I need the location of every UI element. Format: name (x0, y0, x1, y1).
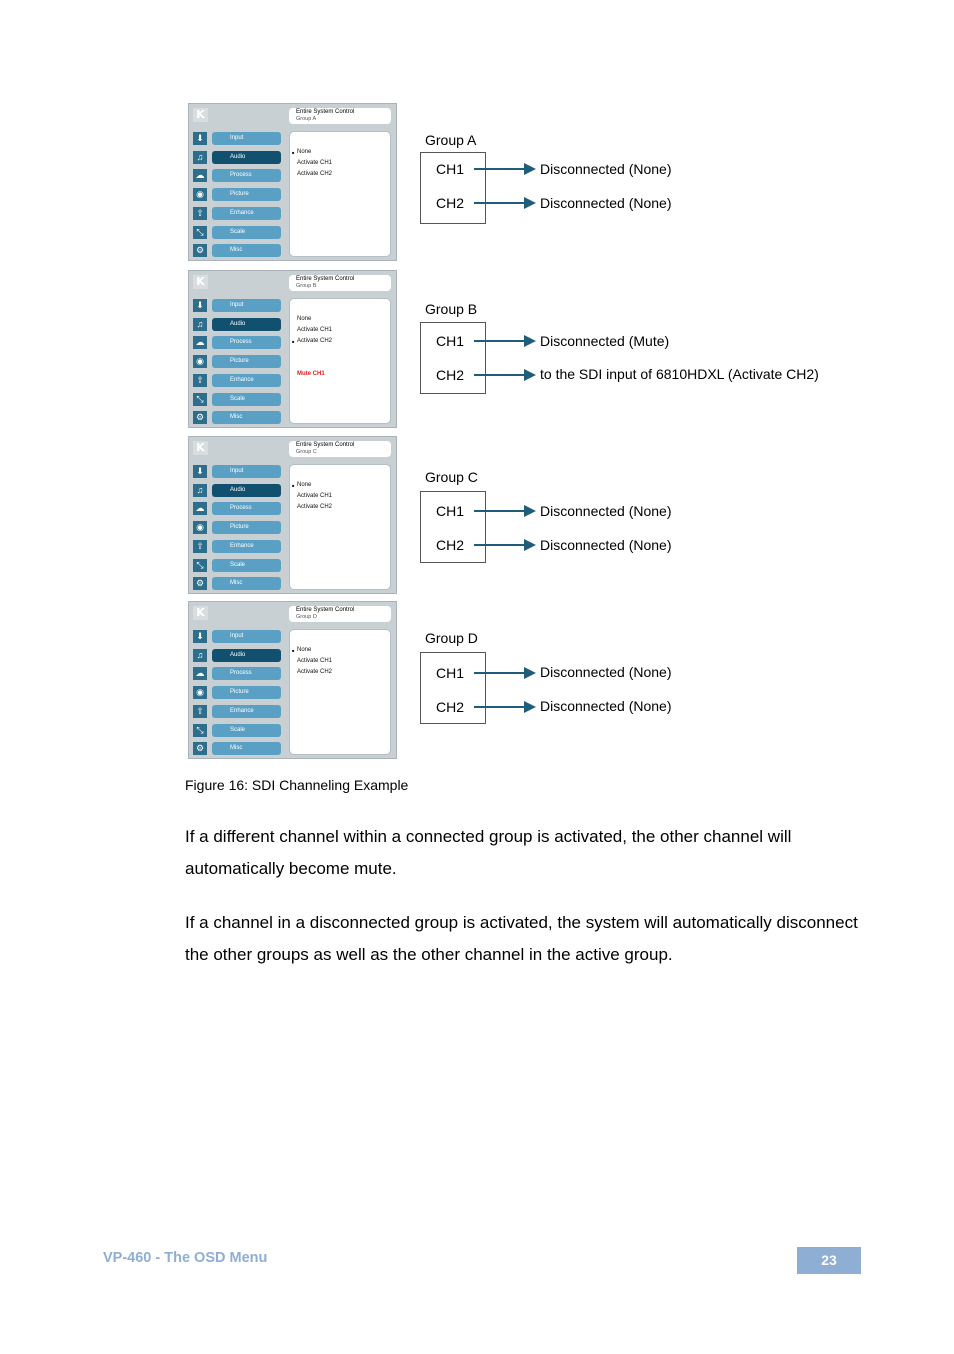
option-activate-ch1[interactable]: Activate CH1 (297, 493, 333, 499)
enhance-icon: ⇧ (193, 705, 207, 718)
option-none[interactable]: None (297, 316, 312, 322)
audio-icon: ♫ (193, 151, 207, 164)
option-none[interactable]: ■ None (297, 482, 311, 489)
picture-icon: ◉ (193, 188, 207, 201)
menu-item-scale[interactable]: ⤡ Scale (193, 393, 282, 406)
group-a-ch1-arrow (474, 168, 524, 170)
misc-icon: ⚙ (193, 742, 207, 755)
group-b-ch2-result: to the SDI input of 6810HDXL (Activate CH2) (540, 366, 819, 382)
input-icon: ⬇ (193, 630, 207, 643)
group-c-title: Group C (425, 469, 478, 485)
group-b-ch1-arrow (474, 340, 524, 342)
menu-item-process[interactable]: ☁ Process (193, 336, 282, 349)
menu-item-picture[interactable]: ◉ Picture (193, 355, 282, 368)
enhance-icon: ⇧ (193, 540, 207, 553)
osd-header (289, 275, 391, 291)
menu-item-enhance[interactable]: ⇧ Enhance (193, 374, 282, 387)
process-icon: ☁ (193, 667, 207, 680)
menu-item-audio[interactable]: ♫ Audio (193, 484, 282, 497)
scale-icon: ⤡ (193, 393, 207, 406)
group-a-title: Group A (425, 132, 477, 148)
menu-item-scale[interactable]: ⤡ Scale (193, 226, 282, 239)
kramer-logo: K (193, 275, 208, 289)
process-icon: ☁ (193, 502, 207, 515)
group-b-title: Group B (425, 301, 478, 317)
audio-icon: ♫ (193, 649, 207, 662)
osd-panel-group-b (188, 270, 397, 428)
misc-icon: ⚙ (193, 244, 207, 257)
enhance-icon: ⇧ (193, 374, 207, 387)
osd-panel-group-a (188, 103, 397, 261)
misc-icon: ⚙ (193, 411, 207, 424)
group-c-ch1: CH1 (436, 503, 465, 519)
misc-icon: ⚙ (193, 577, 207, 590)
menu-item-misc[interactable]: ⚙ Misc (193, 742, 282, 755)
menu-item-scale[interactable]: ⤡ Scale (193, 559, 282, 572)
group-b-ch1-result: Disconnected (Mute) (540, 333, 670, 349)
osd-option-list (289, 629, 391, 755)
osd-option-list (289, 298, 391, 424)
process-icon: ☁ (193, 169, 207, 182)
group-d-ch2-result: Disconnected (None) (540, 698, 672, 714)
menu-item-process[interactable]: ☁ Process (193, 169, 282, 182)
group-a-ch1-result: Disconnected (None) (540, 161, 672, 177)
scale-icon: ⤡ (193, 226, 207, 239)
menu-item-misc[interactable]: ⚙ Misc (193, 244, 282, 257)
audio-icon: ♫ (193, 318, 207, 331)
osd-panel-group-d (188, 601, 397, 759)
osd-header-subtitle: Group A (296, 116, 317, 122)
menu-item-audio[interactable]: ♫ Audio (193, 649, 282, 662)
page-number: 23 (797, 1247, 861, 1274)
menu-item-enhance[interactable]: ⇧ Enhance (193, 705, 282, 718)
input-icon: ⬇ (193, 132, 207, 145)
group-b-ch2: CH2 (436, 367, 465, 383)
group-d-title: Group D (425, 630, 478, 646)
osd-panel-group-c (188, 436, 397, 594)
group-d-ch1-result: Disconnected (None) (540, 664, 672, 680)
kramer-logo: K (193, 606, 208, 620)
picture-icon: ◉ (193, 686, 207, 699)
group-d-box (420, 652, 486, 724)
option-activate-ch2[interactable]: ■ Activate CH2 (297, 338, 332, 345)
option-activate-ch1[interactable]: Activate CH1 (297, 160, 333, 166)
menu-item-audio[interactable]: ♫ Audio (193, 151, 282, 164)
menu-item-enhance[interactable]: ⇧ Enhance (193, 207, 282, 220)
picture-icon: ◉ (193, 521, 207, 534)
group-d-ch2-arrow (474, 706, 524, 708)
group-c-ch2-result: Disconnected (None) (540, 537, 672, 553)
osd-header-subtitle: Group D (296, 614, 317, 620)
enhance-icon: ⇧ (193, 207, 207, 220)
group-a-ch2-arrow (474, 202, 524, 204)
menu-item-input[interactable]: ⬇ Input (193, 630, 282, 643)
group-b-box (420, 322, 486, 394)
menu-item-picture[interactable]: ◉ Picture (193, 521, 282, 534)
group-a-ch1: CH1 (436, 161, 465, 177)
osd-header-title: Entire System Control (296, 276, 355, 282)
footer-title: VP-460 - The OSD Menu (103, 1250, 268, 1266)
menu-item-process[interactable]: ☁ Process (193, 502, 282, 515)
osd-option-list (289, 131, 391, 257)
option-activate-ch2[interactable]: Activate CH2 (297, 669, 333, 675)
option-none[interactable]: ■ None (297, 647, 311, 654)
osd-option-list (289, 464, 391, 590)
paragraph-1: If a different channel within a connected group is activated, the other channel will automatically become mute. (185, 827, 792, 878)
group-a-box (420, 152, 486, 224)
process-icon: ☁ (193, 336, 207, 349)
audio-icon: ♫ (193, 484, 207, 497)
option-activate-ch1[interactable]: Activate CH1 (297, 327, 333, 333)
group-c-box (420, 491, 486, 563)
menu-item-input[interactable]: ⬇ Input (193, 465, 282, 478)
menu-item-enhance[interactable]: ⇧ Enhance (193, 540, 282, 553)
kramer-logo: K (193, 441, 208, 455)
osd-header (289, 606, 391, 622)
menu-item-input[interactable]: ⬇ Input (193, 132, 282, 145)
input-icon: ⬇ (193, 465, 207, 478)
option-activate-ch2[interactable]: Activate CH2 (297, 171, 333, 177)
figure-caption: Figure 16: SDI Channeling Example (185, 777, 409, 793)
group-c-ch2-arrow (474, 544, 524, 546)
group-a-ch2-result: Disconnected (None) (540, 195, 672, 211)
option-activate-ch1[interactable]: Activate CH1 (297, 658, 333, 664)
group-c-ch1-arrow (474, 510, 524, 512)
menu-item-misc[interactable]: ⚙ Misc (193, 411, 282, 424)
group-d-ch1: CH1 (436, 665, 465, 681)
option-none[interactable]: ■ None (297, 149, 311, 156)
mute-ch1-status: Mute CH1 (297, 371, 325, 377)
osd-header-subtitle: Group C (296, 449, 317, 455)
menu-item-picture[interactable]: ◉ Picture (193, 188, 282, 201)
group-c-ch1-result: Disconnected (None) (540, 503, 672, 519)
group-a-ch2: CH2 (436, 195, 465, 211)
group-b-ch2-arrow (474, 374, 524, 376)
menu-item-misc[interactable]: ⚙ Misc (193, 577, 282, 590)
group-d-ch1-arrow (474, 672, 524, 674)
osd-header-title: Entire System Control (296, 442, 355, 448)
input-icon: ⬇ (193, 299, 207, 312)
menu-item-picture[interactable]: ◉ Picture (193, 686, 282, 699)
group-c-ch2: CH2 (436, 537, 465, 553)
menu-item-process[interactable]: ☁ Process (193, 667, 282, 680)
option-activate-ch2[interactable]: Activate CH2 (297, 504, 333, 510)
picture-icon: ◉ (193, 355, 207, 368)
menu-item-scale[interactable]: ⤡ Scale (193, 724, 282, 737)
scale-icon: ⤡ (193, 559, 207, 572)
osd-header (289, 108, 391, 124)
menu-item-audio[interactable]: ♫ Audio (193, 318, 282, 331)
scale-icon: ⤡ (193, 724, 207, 737)
kramer-logo: K (193, 108, 208, 122)
group-b-ch1: CH1 (436, 333, 465, 349)
group-d-ch2: CH2 (436, 699, 465, 715)
osd-header-subtitle: Group B (296, 283, 317, 289)
osd-header-title: Entire System Control (296, 607, 355, 613)
paragraph-2: If a channel in a disconnected group is activated, the system will automatically disconnect the other groups as well as the other channel in the active group. (185, 913, 858, 964)
osd-header-title: Entire System Control (296, 109, 355, 115)
menu-item-input[interactable]: ⬇ Input (193, 299, 282, 312)
osd-header (289, 441, 391, 457)
